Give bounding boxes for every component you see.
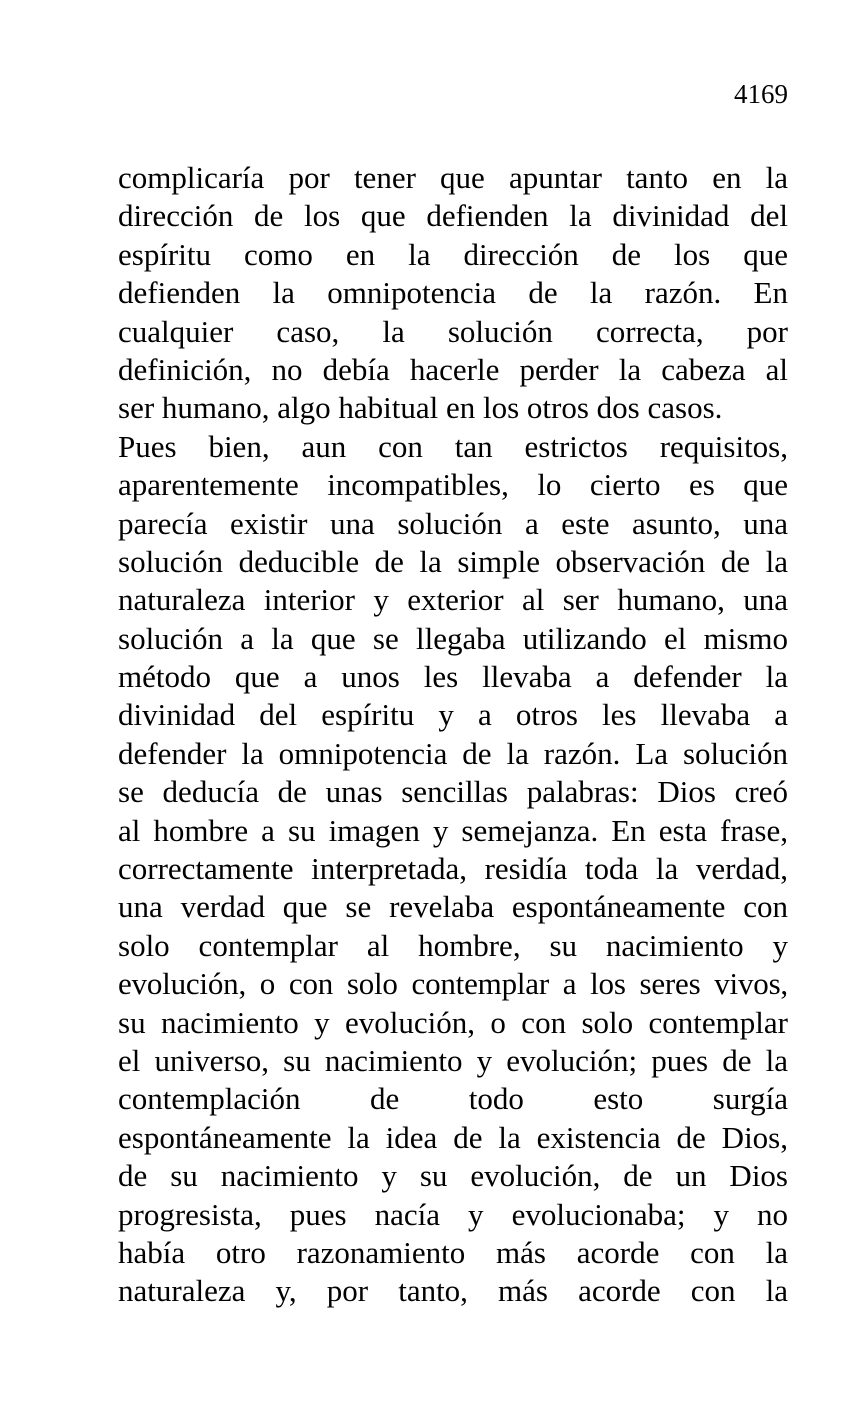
text-line: su nacimiento y evolución, o con solo contemplar	[118, 1004, 788, 1040]
text-line: dirección de los que defienden la divinidad del	[118, 198, 788, 234]
text-line: complicaría por tener que apuntar tanto en la	[118, 160, 788, 195]
text-line: espontáneamente la idea de la existencia de Dios,	[118, 1119, 788, 1155]
text-line: contemplación de todo esto surgía	[118, 1081, 788, 1117]
text-line: el universo, su nacimiento y evolución; pues de la	[118, 1042, 788, 1078]
text-line: naturaleza interior y exterior al ser humano, una	[118, 582, 788, 618]
text-line: solo contemplar al hombre, su nacimiento y	[118, 927, 788, 963]
text-line: progresista, pues nacía y evolucionaba; y no	[118, 1196, 788, 1232]
text-line: una verdad que se revelaba espontáneamente con	[118, 889, 788, 925]
text-line: solución a la que se llegaba utilizando el mismo	[118, 620, 788, 656]
text-line: había otro razonamiento más acorde con la	[118, 1234, 788, 1270]
text-line: se deducía de unas sencillas palabras: Dios creó	[118, 774, 788, 810]
text-line: espíritu como en la dirección de los que	[118, 236, 788, 272]
page-number: 4169	[734, 79, 788, 109]
text-line: correctamente interpretada, residía toda la verdad,	[118, 851, 788, 887]
text-line: naturaleza y, por tanto, más acorde con la	[118, 1273, 788, 1309]
text-line: de su nacimiento y su evolución, de un Dios	[118, 1158, 788, 1194]
text-line: solución deducible de la simple observación de la	[118, 543, 788, 579]
text-line: Pues bien, aun con tan estrictos requisitos,	[118, 428, 788, 464]
text-line: divinidad del espíritu y a otros les llevaba a	[118, 697, 788, 733]
text-line: método que a unos les llevaba a defender la	[118, 659, 788, 695]
text-line: ser humano, algo habitual en los otros dos casos.	[118, 390, 723, 426]
text-line: evolución, o con solo contemplar a los seres vivos,	[118, 966, 788, 1002]
text-line: definición, no debía hacerle perder la cabeza al	[118, 351, 788, 387]
text-line: parecía existir una solución a este asunto, una	[118, 505, 788, 541]
body-text	[118, 159, 788, 1311]
text-line: aparentemente incompatibles, lo cierto es que	[118, 467, 788, 503]
text-line: al hombre a su imagen y semejanza. En esta frase,	[118, 812, 788, 848]
text-line: defender la omnipotencia de la razón. La solución	[118, 735, 788, 771]
text-line: cualquier caso, la solución correcta, por	[118, 313, 788, 349]
text-line: defienden la omnipotencia de la razón. En	[118, 275, 788, 311]
